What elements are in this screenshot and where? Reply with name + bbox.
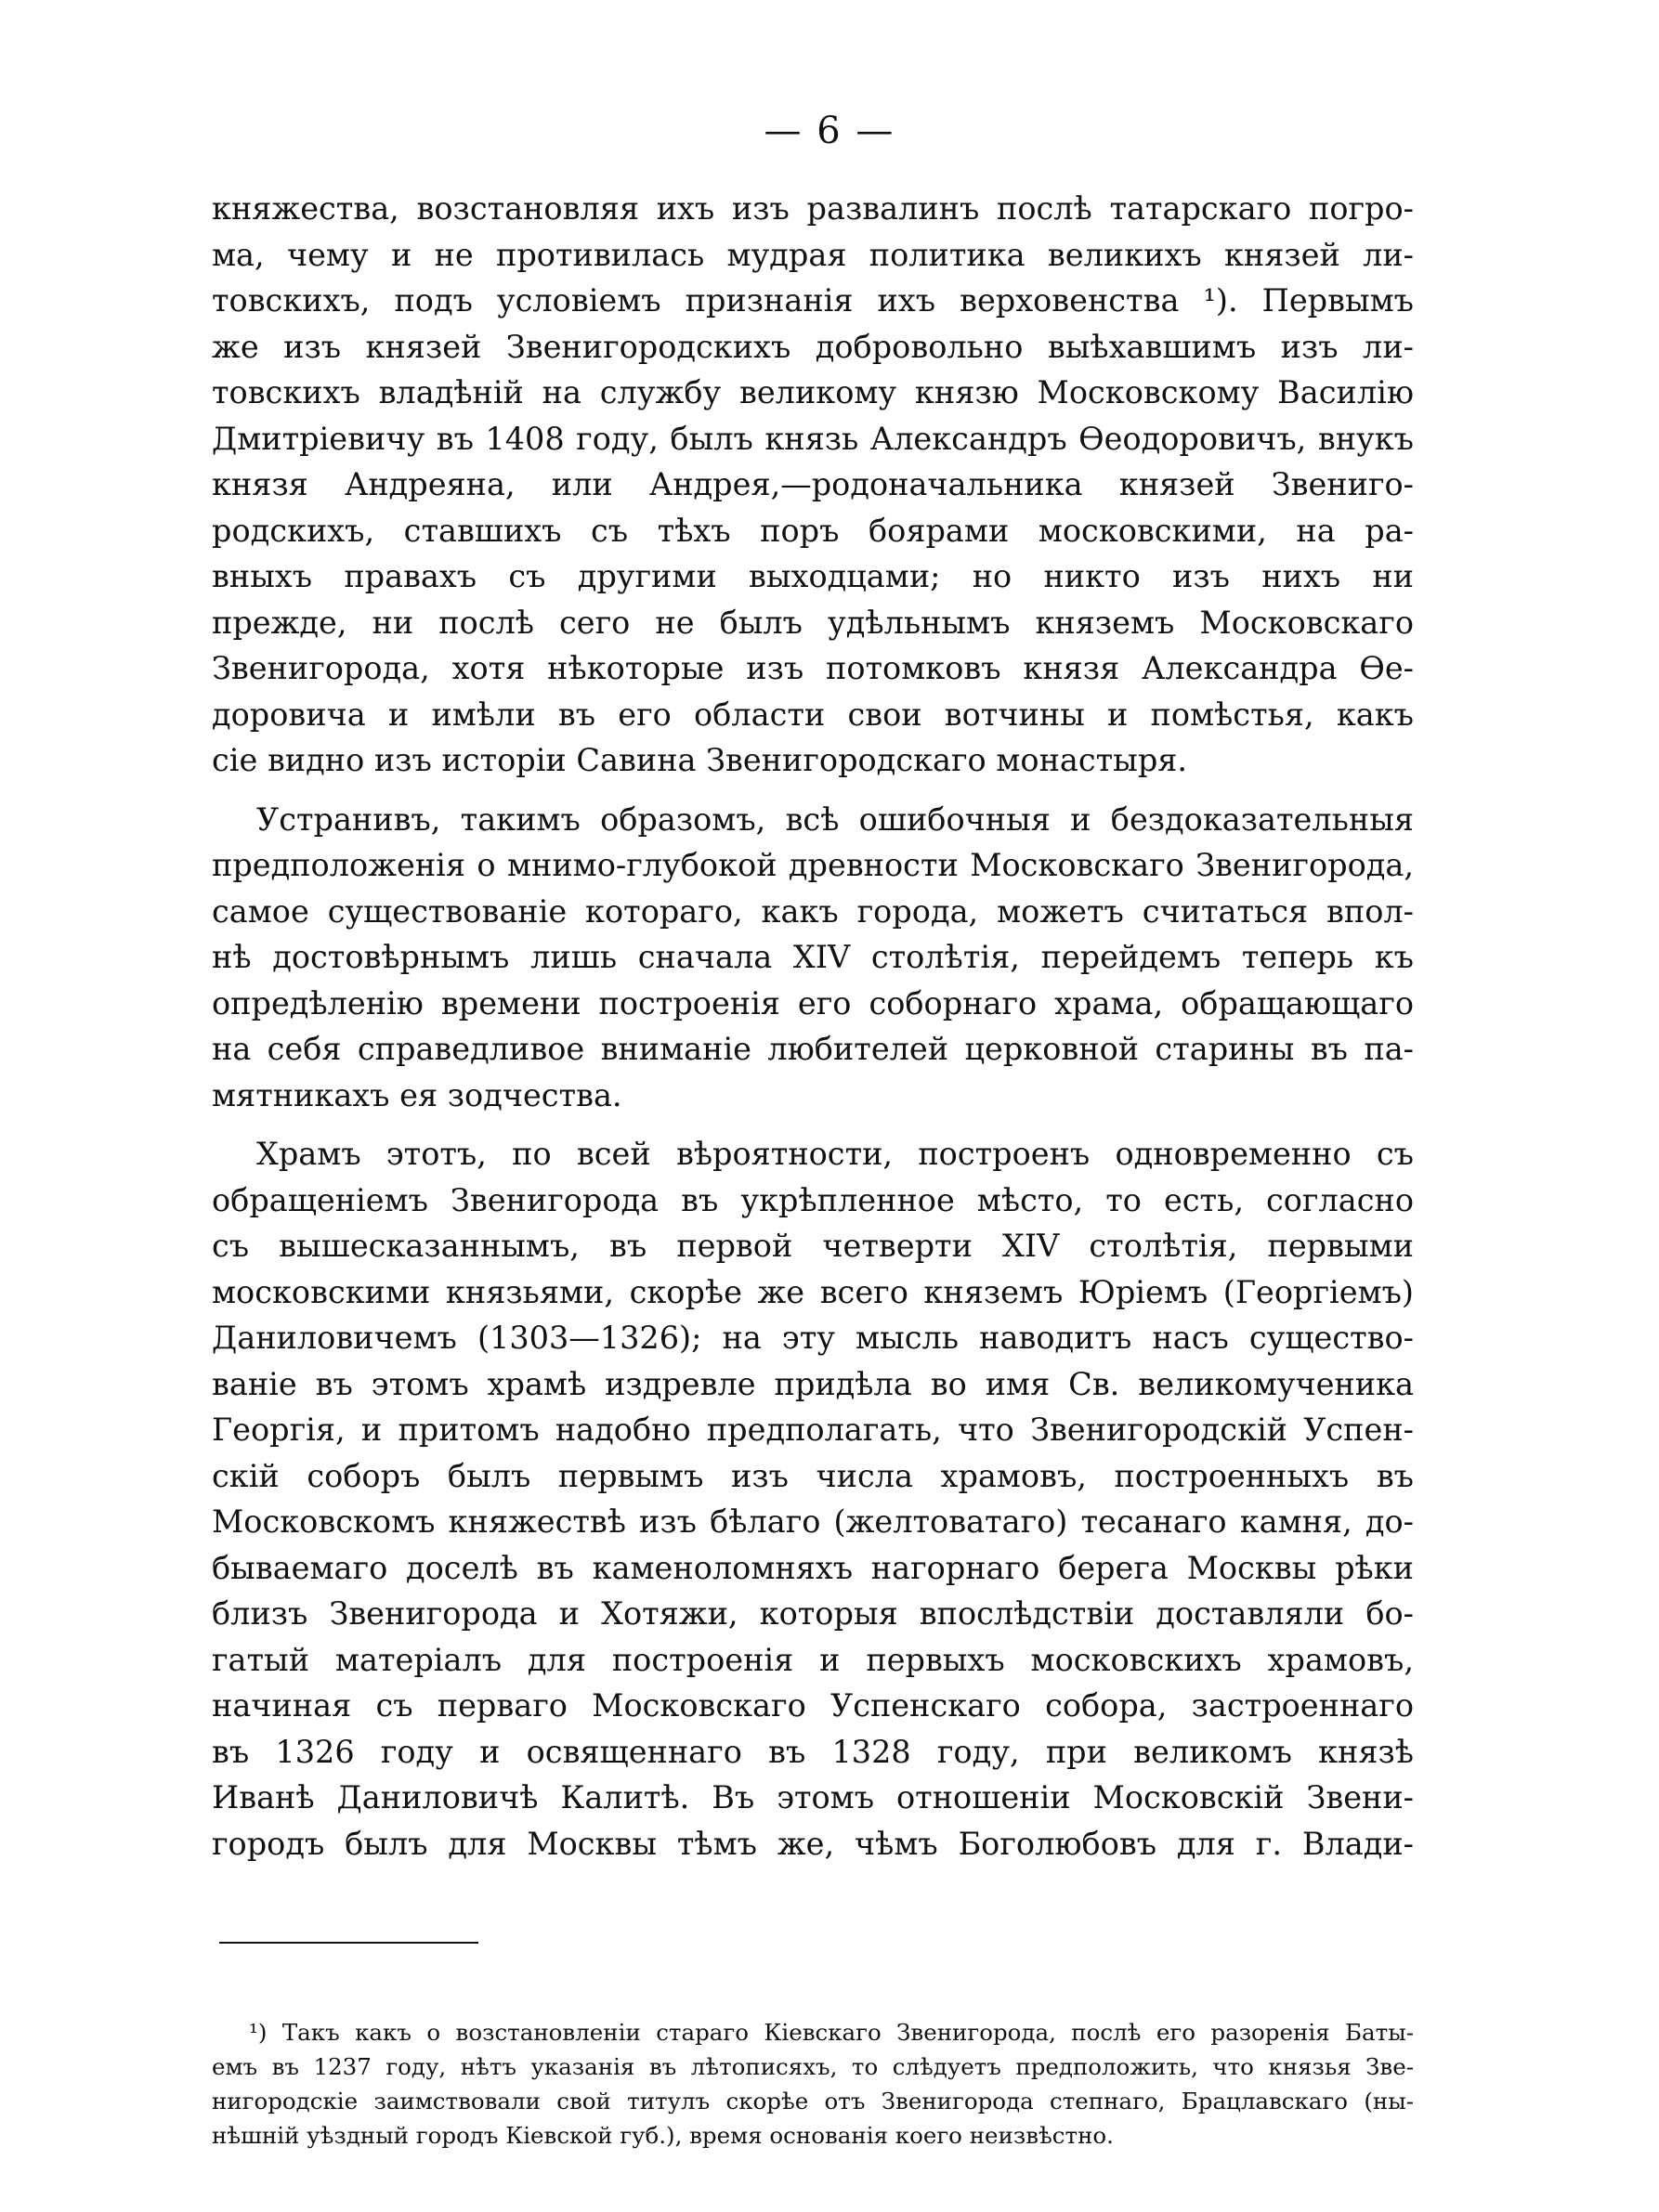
- footnote-line-text: Такъ какъ о возстановленіи стараго Кіевскаго Звенигорода, послѣ его разоренія Баты-: [281, 2019, 1414, 2046]
- footnote-separator: [219, 1942, 478, 1944]
- paragraph-1: [212, 186, 1414, 784]
- text-line: на себя справедливое вниманіе любителей церковной старины въ па-: [212, 1031, 1414, 1067]
- footnote: [212, 2015, 1414, 2153]
- footnote-marker: ¹): [249, 2019, 268, 2046]
- text-line: гатый матеріалъ для построенія и первыхъ московскихъ храмовъ,: [212, 1641, 1414, 1678]
- text-line: съ вышесказаннымъ, въ первой четверти XIV столѣтія, первыми: [212, 1228, 1414, 1264]
- text-line: городъ былъ для Москвы тѣмъ же, чѣмъ Боголюбовъ для г. Влади-: [212, 1825, 1414, 1862]
- text-line: Устранивъ, такимъ образомъ, всѣ ошибочныя и бездоказательныя: [256, 800, 1414, 838]
- text-line: Дмитріевичу въ 1408 году, былъ князь Александръ Ѳеодоровичъ, внукъ: [212, 420, 1414, 457]
- text-line: самое существованіе котораго, какъ города, можетъ считаться впол-: [212, 892, 1414, 930]
- text-line: прежде, ни послѣ сего не былъ удѣльнымъ княземъ Московскаго: [212, 604, 1414, 641]
- text-line: Храмъ этотъ, по всей вѣроятности, построенъ одновременно съ: [256, 1136, 1414, 1172]
- text-line: предположенія о мнимо-глубокой древности Московскаго Звенигорода,: [212, 847, 1414, 883]
- text-line: князя Андреяна, или Андрея,—родоначальника князей Звениго-: [212, 466, 1414, 502]
- text-line: Звенигорода, хотя нѣкоторые изъ потомковъ князя Александра Ѳе-: [212, 650, 1414, 686]
- paragraph-3: [212, 1131, 1414, 1867]
- text-line: обращеніемъ Звенигорода въ укрѣпленное мѣсто, то есть, согласно: [212, 1181, 1414, 1218]
- text-line: родскихъ, ставшихъ съ тѣхъ поръ боярами московскими, на ра-: [212, 512, 1414, 549]
- text-line: близъ Звенигорода и Хотяжи, которыя впослѣдствіи доставляли бо-: [212, 1595, 1414, 1632]
- text-line: московскими князьями, скорѣе же всего княземъ Юріемъ (Георгіемъ): [212, 1273, 1414, 1310]
- footnote-line: нигородскіе заимствовали свой титулъ скорѣе отъ Звенигорода степнаго, Брацлавскаго (ны-: [212, 2088, 1414, 2114]
- text-line: скій соборъ былъ первымъ изъ числа храмовъ, построенныхъ въ: [212, 1457, 1414, 1494]
- text-line: нѣ достовѣрнымъ лишь сначала XIV столѣтія, перейдемъ теперь къ: [212, 939, 1414, 975]
- text-line: начиная съ перваго Московскаго Успенскаго собора, застроеннаго: [212, 1687, 1414, 1724]
- text-line: товскихъ, подъ условіемъ признанія ихъ верховенства ¹). Первымъ: [212, 282, 1414, 319]
- footnote-line: нѣшній уѣздный городъ Кіевской губ.), время основанія коего неизвѣстно.: [212, 2122, 1114, 2149]
- text-line: сіе видно изъ исторіи Савина Звенигородскаго монастыря.: [212, 742, 1188, 778]
- text-line: ваніе въ этомъ храмѣ издревле придѣла во имя Св. великомученика: [212, 1365, 1414, 1402]
- text-line: ма, чему и не противилась мудрая политика великихъ князей ли-: [212, 236, 1414, 273]
- text-line: вныхъ правахъ съ другими выходцами; но никто изъ нихъ ни: [212, 558, 1414, 594]
- page-number: — 6 —: [764, 110, 895, 152]
- text-line: Георгія, и притомъ надобно предполагать, что Звенигородскій Успен-: [212, 1412, 1414, 1448]
- text-line: Московскомъ княжествѣ изъ бѣлаго (желтоватаго) тесанаго камня, до-: [212, 1503, 1414, 1540]
- text-line: мятникахъ ея зодчества.: [212, 1076, 622, 1113]
- footnote-line: емъ въ 1237 году, нѣтъ указанія въ лѣтописяхъ, то слѣдуетъ предположить, что князья Зве-: [212, 2053, 1414, 2080]
- text-line: же изъ князей Звенигородскихъ добровольно выѣхавшимъ изъ ли-: [212, 328, 1414, 365]
- text-line: товскихъ владѣній на службу великому князю Московскому Василію: [212, 374, 1414, 410]
- footnote-line: [212, 2015, 1414, 2049]
- paragraph-2: [212, 797, 1414, 1119]
- text-line: опредѣленію времени построенія его соборнаго храма, обращающаго: [212, 984, 1414, 1021]
- text-line: Даниловичемъ (1303—1326); на эту мысль наводитъ насъ существо-: [212, 1320, 1414, 1356]
- text-line: въ 1326 году и освященнаго въ 1328 году, при великомъ князѣ: [212, 1733, 1414, 1770]
- text-line: доровича и имѣли въ его области свои вотчины и помѣстья, какъ: [212, 696, 1414, 733]
- text-line: княжества, возстановляя ихъ изъ развалинъ послѣ татарскаго погро-: [212, 190, 1414, 227]
- main-text: [212, 186, 1414, 1867]
- text-line: бываемаго доселѣ въ каменоломняхъ нагорнаго берега Москвы рѣки: [212, 1549, 1414, 1586]
- text-line: Иванѣ Даниловичѣ Калитѣ. Въ этомъ отношеніи Московскій Звени-: [212, 1779, 1414, 1815]
